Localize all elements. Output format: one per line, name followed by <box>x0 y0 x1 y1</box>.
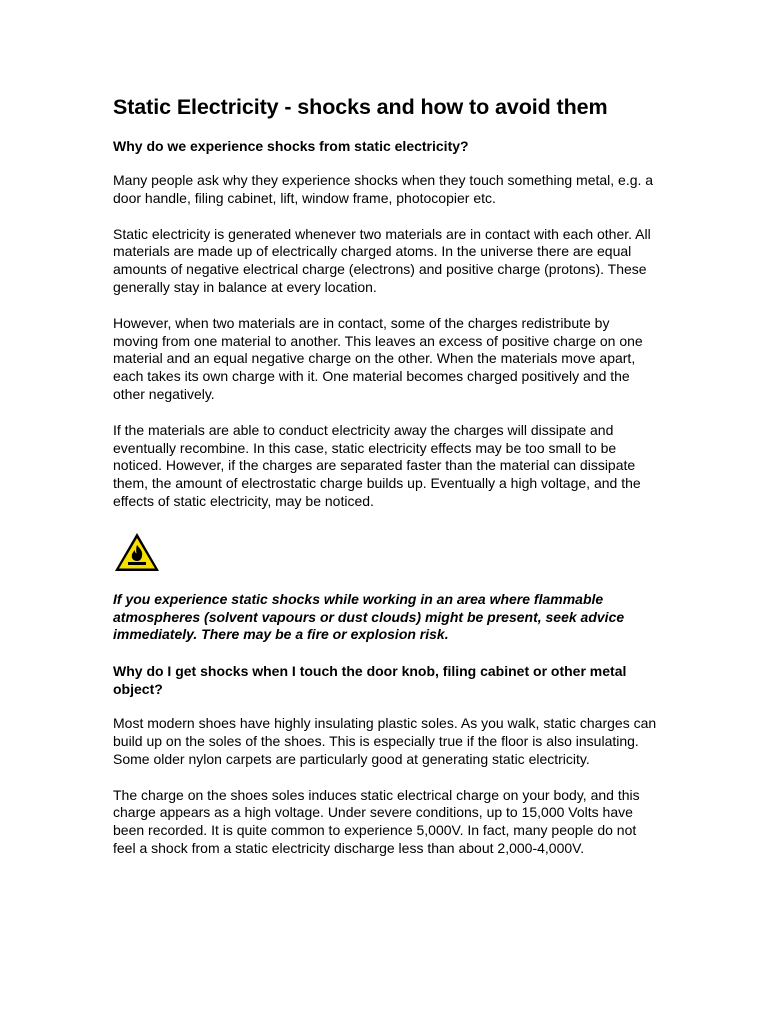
paragraph: Many people ask why they experience shocks when they touch something metal, e.g. a door handle, filing cabinet, lift, window frame, photocopier etc. <box>113 172 654 206</box>
section-heading-why-shocks: Why do we experience shocks from static electricity? <box>113 138 469 154</box>
section-heading-door-knob: Why do I get shocks when I touch the door knob, filing cabinet or other metal object? <box>113 663 627 698</box>
paragraph: The charge on the shoes soles induces static electrical charge on your body, and this charge appears as a high voltage. Under severe conditions, up to 15,000 Volts have been recorded. It is quite common to experience 5,000V. In fact, many people do not feel a shock from a static electricity discharge less than about 2,000-4,000V. <box>113 786 640 856</box>
page-title: Static Electricity - shocks and how to avoid them <box>113 95 608 119</box>
flammable-hazard-icon <box>113 531 161 573</box>
paragraph: Static electricity is generated whenever two materials are in contact with each other. All materials are made up of electrically charged atoms. In the universe there are equal amounts of negative electrical charge (electrons) and positive charge (protons). These generally stay in balance at every location. <box>113 225 651 295</box>
paragraph: However, when two materials are in contact, some of the charges redistribute by moving from one material to another. This leaves an excess of positive charge on one material and an equal negative charge on the other. When the materials move apart, each takes its own charge with it. One material becomes charged positively and the other negatively. <box>113 314 643 402</box>
flammable-warning-text: If you experience static shocks while working in an area where flammable atmospheres (solvent vapours or dust clouds) might be present, seek advice immediately. There may be a fire or explosion risk. <box>113 590 625 643</box>
paragraph: If the materials are able to conduct electricity away the charges will dissipate and eventually recombine. In this case, static electricity effects may be too small to be noticed. However, if the charges are separated faster than the material can dissipate them, the amount of electrostatic charge builds up. Eventually a high voltage, and the effects of static electricity, may be noticed. <box>113 421 641 509</box>
paragraph: Most modern shoes have highly insulating plastic soles. As you walk, static charges can build up on the soles of the shoes. This is especially true if the floor is also insulating. Some older nylon carpets are particularly good at generating static electricity. <box>113 715 657 767</box>
document-page <box>113 92 658 858</box>
